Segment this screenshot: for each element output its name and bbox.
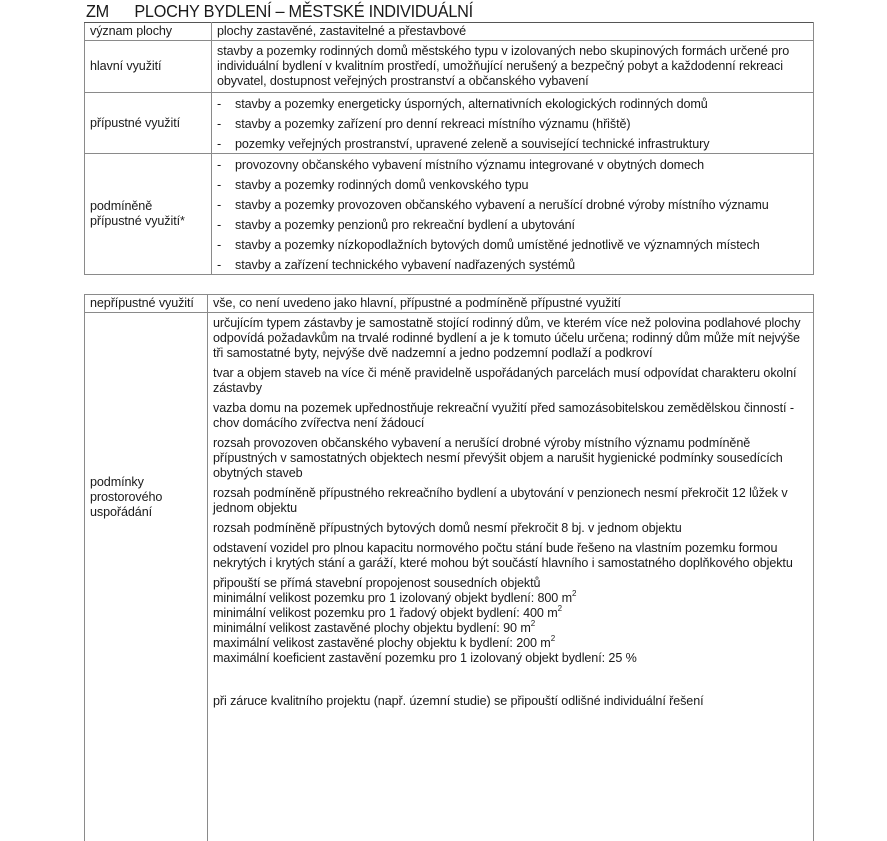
list-item: - stavby a pozemky energeticky úsporných, alternativních ekologických rodinných domů [217,97,809,112]
table-row-main-use [85,41,814,93]
dash-icon: - [217,218,221,233]
measure-line: minimální velikost pozemku pro 1 izolovaný objekt bydlení: 800 $m^2$ [213,591,809,606]
measure-line: minimální velikost zastavěné plochy objektu bydlení: 90 $m^2$ [213,621,809,636]
dash-icon: - [217,198,221,213]
closing-paragraph: při záruce kvalitního projektu (např. územní studie) se připouští odlišné individuální řešení [213,694,809,709]
list-item: - stavby a pozemky rodinných domů venkovského typu [217,178,809,193]
measure-line: minimální velikost pozemku pro 1 řadový objekt bydlení: 400 $m^2$ [213,606,809,621]
row-content [208,313,814,841]
bullet-list [217,97,809,152]
table-row-permitted-use [85,93,814,154]
paragraph: odstavení vozidel pro plnou kapacitu normového počtu stání bude řešeno na vlastním pozemku formou nekrytých i krytých stání a garáží, které mohou být součástí hlavního i samostatného doplňkového objektu [213,541,809,571]
paragraph: rozsah podmíněně přípustného rekreačního bydlení a ubytování v penzionech nesmí překročit 12 lůžek v jednom objektu [213,486,809,516]
row-label: podmíněně přípustné využití* [85,154,212,275]
row-label: nepřípustné využití [85,295,208,313]
row-label: význam plochy [85,23,212,41]
list-item: - stavby a pozemky nízkopodlažních bytových domů umístěné jednotlivě ve významných místech [217,238,809,253]
page-title [86,1,473,22]
row-label: podmínky prostorového uspořádání [85,313,208,841]
list-item: - provozovny občanského vybavení místního významu integrované v obytných domech [217,158,809,173]
table-row-conditional-use [85,154,814,275]
dash-icon: - [217,178,221,193]
zone-code: ZM [86,1,134,22]
zone-name: PLOCHY BYDLENÍ – MĚSTSKÉ INDIVIDUÁLNÍ [134,1,472,21]
measure-line: maximální velikost zastavěné plochy objektu k bydlení: 200 $m^2$ [213,636,809,651]
row-content [212,93,814,154]
measure-line: připouští se přímá stavební propojenost sousedních objektů [213,576,809,591]
measure-line: maximální koeficient zastavění pozemku pro 1 izolovaný objekt bydlení: 25 % [213,651,809,666]
dash-icon: - [217,238,221,253]
paragraph: rozsah podmíněně přípustných bytových domů nesmí překročit 8 bj. v jednom objektu [213,521,809,536]
list-item: - stavby a zařízení technického vybavení nadřazených systémů [217,258,809,273]
row-text: stavby a pozemky rodinných domů městského typu v izolovaných nebo skupinových formách určené pro individuální bydlení v kvalitním prostředí, umožňující nerušený a bezpečný pobyt a každodenní rekreaci obyvatel, dostupnost veřejných prostranství a občanského vybavení [212,41,814,93]
row-label: hlavní využití [85,41,212,93]
regulations-table-lower [84,294,814,841]
table-row-meaning [85,23,814,41]
row-text: plochy zastavěné, zastavitelné a přestavbové [212,23,814,41]
row-label: přípustné využití [85,93,212,154]
list-item: - stavby a pozemky penzionů pro rekreační bydlení a ubytování [217,218,809,233]
regulations-table-upper [84,22,814,275]
paragraph: vazba domu na pozemek upřednostňuje rekreační využití před samozásobitelskou zemědělskou činností - chov domácího zvířectva není žádoucí [213,401,809,431]
paragraph: tvar a objem staveb na více či méně pravidelně uspořádaných parcelách musí odpovídat charakteru okolní zástavby [213,366,809,396]
list-item: - stavby a pozemky provozoven občanského vybavení a nerušící drobné výroby místního významu [217,198,809,213]
dash-icon: - [217,258,221,273]
table-row-prohibited-use [85,295,814,313]
list-item: - stavby a pozemky zařízení pro denní rekreaci místního významu (hřiště) [217,117,809,132]
row-text: vše, co není uvedeno jako hlavní, přípustné a podmíněně přípustné využití [208,295,814,313]
table-row-spatial-conditions [85,313,814,841]
dash-icon: - [217,117,221,132]
dash-icon: - [217,137,221,152]
bullet-list [217,158,809,273]
dash-icon: - [217,158,221,173]
list-item: - pozemky veřejných prostranství, upravené zeleně a související technické infrastruktury [217,137,809,152]
paragraph: určujícím typem zástavby je samostatně stojící rodinný dům, ve kterém více než polovina podlahové plochy odpovídá požadavkům na trvalé rodinné bydlení a je k tomuto účelu určena; rodinný dům může mít nejvýše tři samostatné byty, nejvýše dvě nadzemní a jedno podzemní podlaží a podkroví [213,316,809,361]
paragraph: rozsah provozoven občanského vybavení a nerušící drobné výroby místního významu podmíněně přípustných v samostatných objektech nesmí převýšit objem a narušit hygienické podmínky sousedících obytných staveb [213,436,809,481]
spacer [213,666,809,692]
dash-icon: - [217,97,221,112]
row-content [212,154,814,275]
